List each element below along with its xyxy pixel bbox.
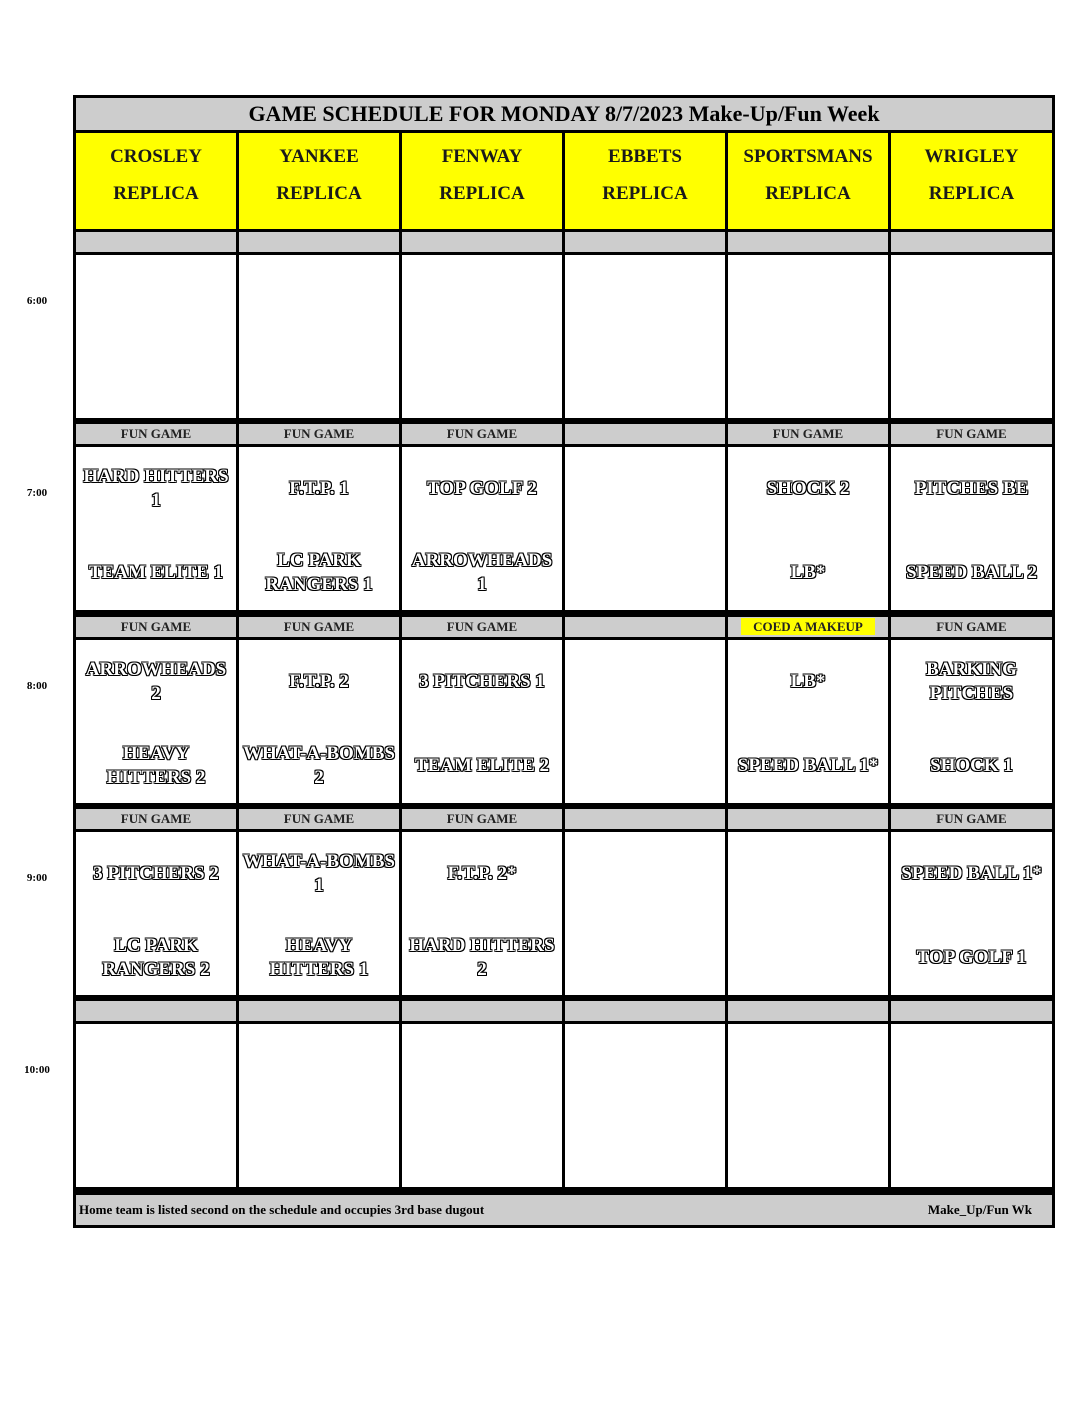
field-header-yankee [239,133,399,229]
game-cell [402,447,562,610]
game-cell [402,640,562,803]
game-type-band [728,809,888,829]
game-type-label: FUN GAME [120,811,192,826]
game-cell [76,832,236,995]
game-type-label: FUN GAME [283,811,355,826]
visiting-team: ARROWHEADS 2 [85,659,227,704]
game-cell [76,640,236,803]
field-name: FENWAY [441,146,523,167]
home-team: LC PARK RANGERS 1 [265,550,373,595]
visiting-team: PITCHES BE [914,478,1029,499]
home-team: SPEED BALL 2 [906,562,1037,583]
field-name: EBBETS [608,146,682,167]
game-cell [891,832,1052,995]
game-type-band [76,424,236,444]
visiting-team: SHOCK 2 [766,478,850,499]
home-team: ARROWHEADS 1 [411,550,553,595]
home-team: LB* [790,562,826,583]
game-cell [76,447,236,610]
game-type-band [239,617,399,637]
game-type-label: FUN GAME [446,426,518,441]
game-type-band [891,1001,1052,1021]
field-header-ebbets [565,133,725,229]
game-type-band [239,809,399,829]
field-header-fenway [402,133,562,229]
game-type-label: FUN GAME [772,426,844,441]
field-name: WRIGLEY [924,146,1019,167]
home-team: SPEED BALL 1* [737,755,879,776]
game-cell [239,255,399,418]
game-type-band [728,424,888,444]
field-header-crosley [76,133,236,229]
game-cell [402,832,562,995]
game-type-label: FUN GAME [936,426,1007,441]
visiting-team: TOP GOLF 2 [427,478,537,499]
home-team: TEAM ELITE 1 [88,562,224,583]
game-type-band [76,232,236,252]
home-team: LC PARK RANGERS 2 [102,935,210,980]
game-type-label: FUN GAME [446,811,518,826]
visiting-team: F.T.P. 2 [289,671,349,692]
visiting-team: F.T.P. 2* [447,863,517,884]
game-type-band [891,617,1052,637]
footer-bar [76,1195,1052,1225]
game-cell [565,447,725,610]
game-cell [239,1024,399,1187]
game-type-band [239,1001,399,1021]
game-type-label: FUN GAME [936,619,1007,634]
game-type-band [728,232,888,252]
game-type-band [565,232,725,252]
visiting-team: BARKING PITCHES [926,659,1017,704]
game-type-band [402,1001,562,1021]
home-team: HEAVY HITTERS 2 [106,743,206,788]
visiting-team: F.T.P. 1 [289,478,349,499]
schedule-title: GAME SCHEDULE FOR MONDAY 8/7/2023 Make-Up/Fun Week [76,98,1052,130]
game-cell [891,255,1052,418]
game-type-band [565,617,725,637]
game-type-band [76,809,236,829]
game-type-band [402,424,562,444]
game-type-band [402,232,562,252]
game-cell [239,832,399,995]
game-type-band [402,809,562,829]
game-cell [891,1024,1052,1187]
field-name: CROSLEY [110,146,202,167]
game-type-label: COED A MAKEUP [741,618,875,635]
game-cell [565,832,725,995]
time-label: 10:00 [24,1064,50,1076]
game-cell [239,447,399,610]
game-cell [728,640,888,803]
time-label: 6:00 [26,295,48,307]
game-type-label: FUN GAME [283,619,355,634]
game-type-label: FUN GAME [446,619,518,634]
visiting-team: 3 PITCHERS 2 [93,863,219,884]
home-team: SHOCK 1 [930,755,1013,776]
field-subtitle: REPLICA [765,183,851,204]
game-type-label: FUN GAME [283,426,355,441]
game-cell [728,255,888,418]
game-type-band [76,1001,236,1021]
home-team: WHAT-A-BOMBS 2 [242,743,396,788]
game-cell [239,640,399,803]
game-cell [728,832,888,995]
home-team: HEAVY HITTERS 1 [269,935,369,980]
game-cell [76,1024,236,1187]
game-type-band [76,617,236,637]
game-type-band [728,617,888,637]
field-subtitle: REPLICA [113,183,199,204]
game-type-label: FUN GAME [120,619,192,634]
game-type-label: FUN GAME [936,811,1007,826]
visiting-team: SPEED BALL 1* [901,863,1042,884]
home-team-note: Home team is listed second on the schedule and occupies 3rd base dugout [79,1202,485,1217]
game-type-band [891,424,1052,444]
home-team: TOP GOLF 1 [916,947,1027,968]
game-type-band [565,809,725,829]
game-type-band [891,232,1052,252]
visiting-team: WHAT-A-BOMBS 1 [242,851,396,896]
game-type-band [402,617,562,637]
field-name: SPORTSMANS [743,146,873,167]
game-cell [728,447,888,610]
home-team: HARD HITTERS 2 [409,935,555,980]
field-subtitle: REPLICA [928,183,1015,204]
game-cell [565,1024,725,1187]
field-header-sportsmans [728,133,888,229]
visiting-team: LB* [790,671,826,692]
game-cell [565,255,725,418]
home-team: TEAM ELITE 2 [414,755,550,776]
field-name: YANKEE [279,146,359,167]
field-subtitle: REPLICA [602,183,688,204]
game-type-label: FUN GAME [120,426,192,441]
visiting-team: 3 PITCHERS 1 [419,671,545,692]
week-tag: Make_Up/Fun Wk [927,1202,1032,1217]
game-type-band [239,232,399,252]
game-type-band [239,424,399,444]
time-label: 7:00 [26,487,48,499]
game-cell [891,640,1052,803]
game-cell [402,1024,562,1187]
game-cell [76,255,236,418]
time-label: 9:00 [26,872,48,884]
field-subtitle: REPLICA [276,183,362,204]
game-cell [728,1024,888,1187]
time-label: 8:00 [26,680,48,692]
game-cell [402,255,562,418]
game-type-band [565,424,725,444]
game-type-band [728,1001,888,1021]
schedule-table [73,95,1055,1228]
game-type-band [565,1001,725,1021]
game-type-band [891,809,1052,829]
field-subtitle: REPLICA [439,183,525,204]
game-cell [565,640,725,803]
visiting-team: HARD HITTERS 1 [83,466,229,511]
field-header-wrigley [891,133,1052,229]
game-cell [891,447,1052,610]
